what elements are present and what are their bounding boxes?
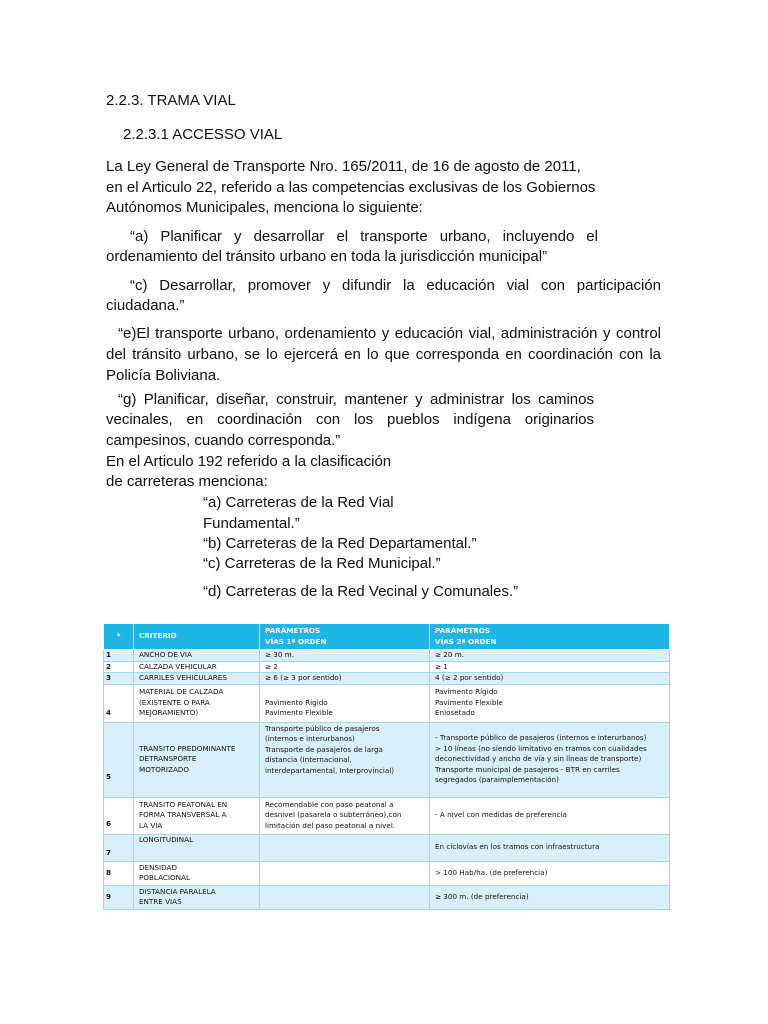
quote-e-line: del tránsito urbano, se lo ejercerá en lo que corresponda en coordinación con la [106,346,661,363]
row-number: 9 [104,885,134,909]
row-param-1: ≥ 6 (≥ 3 por sentido) [260,673,430,685]
row-number: 4 [104,684,134,722]
row-param-2: > 100 Hab/ha. (de preferencia) [430,861,670,885]
row-param-2: ≥ 20 m. [430,650,670,662]
subsection-heading: 2.2.3.1 ACCESSO VIAL [123,126,283,143]
quote-g-line: vecinales, en coordinación con los pueblos indígena originarios [106,411,594,428]
row-criterio: ANCHO DE VIA [134,650,260,662]
row-param-1 [260,885,430,909]
row-number: 8 [104,861,134,885]
quote-c-line: “c) Desarrollar, promover y difundir la educación vial con participación [130,277,661,294]
section-heading: 2.2.3. TRAMA VIAL [106,92,236,109]
row-param-1: Transporte público de pasajeros (internos e interurbanos) Transporte de pasajeros de larga distancia (Internacional, interdepartamental, Interprovincial) [260,722,430,797]
table-row [104,661,670,673]
article-192-line: En el Articulo 192 referido a la clasificación [106,453,392,470]
row-criterio: CALZADA VEHICULAR [134,661,260,673]
table-row [104,684,670,722]
row-criterio: LONGITUDINAL [134,834,260,861]
row-number: 1 [104,650,134,662]
row-param-2: Pavimento Rígido Pavimento Flexible Enlosetado [430,684,670,722]
classification-item: “a) Carreteras de la Red Vial [203,494,394,511]
row-number: 5 [104,722,134,797]
row-param-2: ≥ 1 [430,661,670,673]
row-criterio: TRANSITO PREDOMINANTE DETRANSPORTE MOTORIZADO [134,722,260,797]
table-row [104,722,670,797]
row-param-2: - Transporte público de pasajeros (internos e interurbanos) > 10 líneas (no siendo limitativo en tramos con cualidades deconectividad y ancho de vía y sin líneas de transporte) Transporte municipal de pasajeros - BTR en carriles segregados (paraimplementación) [430,722,670,797]
row-param-2: - A nivel con medidas de preferencia [430,797,670,834]
row-param-1 [260,834,430,861]
header-params-1st-order: PARÁMETROS VÍAS 1ª ORDEN [260,624,430,650]
row-number: 6 [104,797,134,834]
row-param-1 [260,861,430,885]
table-row [104,861,670,885]
quote-a-line: “a) Planificar y desarrollar el transporte urbano, incluyendo el [130,228,598,245]
header-params-2nd-order: PARÁMETROS VÍAS 2ª ORDEN [430,624,670,650]
header-criterio: CRITERIO [134,624,260,650]
row-param-2: En ciclovías en los tramos con infraestructura [430,834,670,861]
header-number: * [104,624,134,650]
table-row [104,673,670,685]
criteria-table [103,623,670,910]
table-header-row [104,624,670,650]
row-param-2: 4 (≥ 2 por sentido) [430,673,670,685]
quote-g-line: campesinos, cuando corresponda.” [106,432,341,449]
row-criterio: TRANSITO PEATONAL EN FORMA TRANSVERSAL A LA VIA [134,797,260,834]
row-criterio: DISTANCIA PARALELA ENTRE VIAS [134,885,260,909]
row-number: 2 [104,661,134,673]
row-criterio: CARRILES VEHICULARES [134,673,260,685]
table-row [104,797,670,834]
row-number: 3 [104,673,134,685]
quote-e-line: “e)El transporte urbano, ordenamiento y educación vial, administración y control [118,325,661,342]
article-192-line: de carreteras menciona: [106,473,268,490]
row-param-2: ≥ 300 m. (de preferencia) [430,885,670,909]
classification-item: “b) Carreteras de la Red Departamental.” [203,535,477,552]
classification-item: “c) Carreteras de la Red Municipal.” [203,555,441,572]
quote-e-line: Policía Boliviana. [106,367,221,384]
row-param-1: ≥ 30 m. [260,650,430,662]
row-number: 7 [104,834,134,861]
classification-item: Fundamental.” [203,515,300,532]
quote-g-line: “g) Planificar, diseñar, construir, mantener y administrar los caminos [118,391,594,408]
classification-item: “d) Carreteras de la Red Vecinal y Comunales.” [203,583,519,600]
row-criterio: DENSIDAD POBLACIONAL [134,861,260,885]
table-row [104,650,670,662]
table-row [104,885,670,909]
intro-line: La Ley General de Transporte Nro. 165/2011, de 16 de agosto de 2011, [106,158,581,175]
row-param-1: ≥ 2 [260,661,430,673]
row-param-1: Recomendable con paso peatonal a desnivel (pasarela o subterráneo),con limitación del paso peatonal a nivel. [260,797,430,834]
quote-a-line: ordenamiento del tránsito urbano en toda la jurisdicción municipal” [106,248,548,265]
intro-line: Autónomos Municipales, menciona lo siguiente: [106,199,423,216]
row-criterio: MATERIAL DE CALZADA (EXISTENTE O PARA MEJORAMIENTO) [134,684,260,722]
row-param-1: Pavimento Rígido Pavimento Flexible [260,684,430,722]
intro-line: en el Articulo 22, referido a las competencias exclusivas de los Gobiernos [106,179,596,196]
table-row [104,834,670,861]
quote-c-line: ciudadana.” [106,297,185,314]
